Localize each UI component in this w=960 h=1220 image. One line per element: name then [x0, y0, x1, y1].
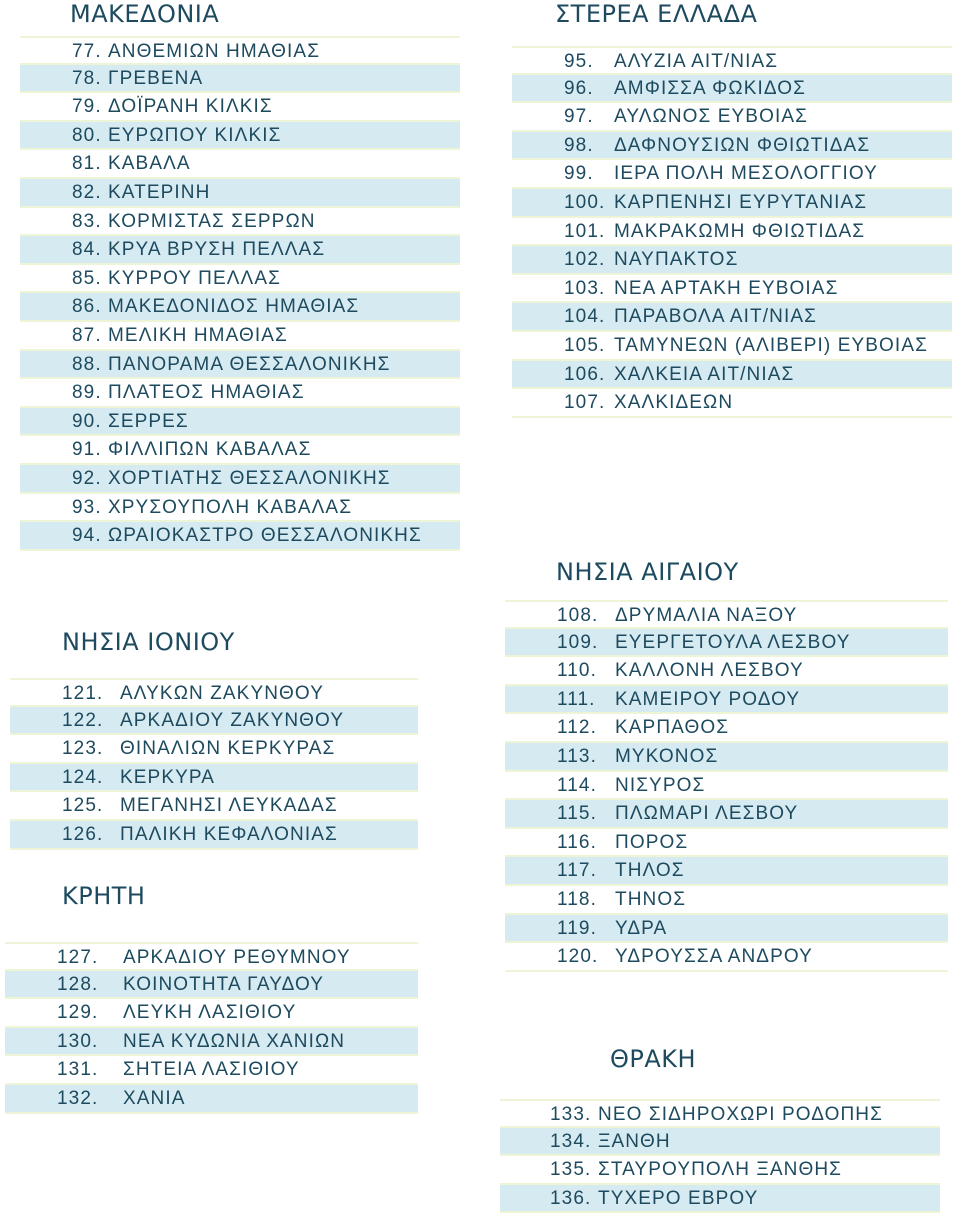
- item-name: ΞΑΝΘΗ: [598, 1130, 671, 1152]
- item-number: 80.: [72, 124, 102, 146]
- municipality-list: [500, 1099, 940, 1213]
- list-item: [512, 103, 952, 132]
- list-item: [20, 494, 460, 523]
- item-number: 95.: [564, 51, 594, 72]
- list-item: [20, 351, 460, 380]
- list-item: [5, 1056, 418, 1085]
- list-item: [5, 942, 418, 971]
- item-name: ΚΑΛΛΟΝΗ ΛΕΣΒΟΥ: [615, 660, 804, 682]
- section-title-makedonia: ΜΑΚΕΔΟΝΙΑ: [70, 0, 220, 28]
- item-number: 83.: [72, 210, 102, 232]
- item-number: 81.: [72, 153, 102, 175]
- item-name: ΠΛΩΜΑΡΙ ΛΕΣΒΟΥ: [615, 803, 799, 825]
- list-item: [512, 246, 952, 275]
- list-item: [20, 208, 460, 237]
- item-name: ΚΑΜΕΙΡΟΥ ΡΟΔΟΥ: [615, 688, 801, 710]
- list-item: [512, 46, 952, 75]
- item-number: 99.: [564, 163, 594, 185]
- item-name: ΑΡΚΑΔΙΟΥ ΡΕΘΥΜΝΟΥ: [123, 947, 351, 968]
- list-item: [500, 1185, 940, 1214]
- item-number: 97.: [564, 106, 594, 128]
- item-name: ΧΟΡΤΙΑΤΗΣ ΘΕΣΣΑΛΟΝΙΚΗΣ: [108, 467, 391, 489]
- item-name: ΠΑΛΙΚΗ ΚΕΦΑΛΟΝΙΑΣ: [120, 823, 338, 845]
- list-item: [512, 389, 952, 418]
- item-number: 109.: [557, 631, 599, 653]
- item-name: ΚΕΡΚΥΡΑ: [120, 766, 215, 788]
- list-item: [512, 303, 952, 332]
- item-name: ΚΑΡΠΕΝΗΣΙ ΕΥΡΥΤΑΝΙΑΣ: [614, 191, 868, 213]
- section-title-kriti: ΚΡΗΤΗ: [62, 882, 146, 910]
- item-name: ΑΛΥΖΙΑ ΑΙΤ/ΝΙΑΣ: [614, 51, 779, 72]
- item-name: ΠΛΑΤΕΟΣ ΗΜΑΘΙΑΣ: [108, 382, 305, 404]
- list-item: [505, 600, 948, 629]
- item-number: 100.: [564, 191, 606, 213]
- item-name: ΑΝΘΕΜΙΩΝ ΗΜΑΘΙΑΣ: [108, 41, 321, 62]
- item-number: 115.: [557, 803, 597, 825]
- item-number: 88.: [72, 353, 102, 375]
- list-item: [20, 465, 460, 494]
- list-item: [20, 93, 460, 122]
- item-name: ΣΕΡΡΕΣ: [108, 410, 189, 432]
- list-item: [20, 379, 460, 408]
- item-number: 105.: [564, 334, 606, 356]
- list-item: [20, 522, 460, 551]
- item-number: 111.: [557, 688, 596, 710]
- item-number: 84.: [72, 239, 102, 261]
- item-name: ΚΥΡΡΟΥ ΠΕΛΛΑΣ: [108, 267, 281, 289]
- item-number: 136.: [550, 1187, 592, 1209]
- item-name: ΔΟΪΡΑΝΗ ΚΙΛΚΙΣ: [108, 96, 273, 118]
- item-number: 120.: [557, 946, 599, 968]
- item-number: 132.: [57, 1087, 99, 1109]
- list-item: [512, 361, 952, 390]
- item-name: ΥΔΡΑ: [615, 917, 668, 939]
- item-number: 103.: [564, 277, 606, 299]
- item-name: ΧΡΥΣΟΥΠΟΛΗ ΚΑΒΑΛΑΣ: [108, 496, 353, 518]
- item-number: 108.: [557, 605, 599, 626]
- item-number: 87.: [72, 324, 102, 346]
- list-item: [505, 772, 948, 801]
- item-name: ΜΕΛΙΚΗ ΗΜΑΘΙΑΣ: [108, 324, 288, 346]
- list-item: [20, 236, 460, 265]
- list-item: [10, 764, 418, 793]
- item-number: 101.: [564, 220, 606, 242]
- item-name: ΝΑΥΠΑΚΤΟΣ: [614, 249, 739, 271]
- list-item: [505, 943, 948, 972]
- item-number: 131.: [57, 1059, 99, 1081]
- item-name: ΝΕΑ ΑΡΤΑΚΗ ΕΥΒΟΙΑΣ: [614, 277, 839, 299]
- item-number: 106.: [564, 363, 606, 385]
- list-item: [505, 629, 948, 658]
- item-name: ΝΕΑ ΚΥΔΩΝΙΑ ΧΑΝΙΩΝ: [123, 1030, 346, 1052]
- list-item: [5, 971, 418, 1000]
- item-name: ΥΔΡΟΥΣΣΑ ΑΝΔΡΟΥ: [615, 946, 813, 968]
- item-name: ΛΕΥΚΗ ΛΑΣΙΘΙΟΥ: [123, 1002, 297, 1024]
- item-name: ΠΟΡΟΣ: [615, 831, 689, 853]
- item-number: 96.: [564, 77, 594, 99]
- item-name: ΧΑΛΚΕΙΑ ΑΙΤ/ΝΙΑΣ: [614, 363, 795, 385]
- list-item: [505, 714, 948, 743]
- list-item: [10, 792, 418, 821]
- item-number: 123.: [62, 738, 104, 760]
- item-number: 113.: [557, 745, 597, 767]
- item-name: ΓΡΕΒΕΝΑ: [108, 67, 204, 89]
- list-item: [20, 179, 460, 208]
- list-item: [512, 189, 952, 218]
- item-number: 86.: [72, 296, 102, 318]
- item-number: 122.: [62, 709, 104, 731]
- item-name: ΦΙΛΛΙΠΩΝ ΚΑΒΑΛΑΣ: [108, 439, 312, 461]
- list-item: [505, 915, 948, 944]
- list-item: [512, 160, 952, 189]
- item-name: ΤΗΛΟΣ: [615, 860, 685, 882]
- item-name: ΚΡΥΑ ΒΡΥΣΗ ΠΕΛΛΑΣ: [108, 239, 326, 261]
- section-title-sterea-ellada: ΣΤΕΡΕΑ ΕΛΛΑΔΑ: [555, 0, 758, 28]
- item-name: ΤΗΝΟΣ: [615, 888, 687, 910]
- item-number: 125.: [62, 795, 104, 817]
- item-name: ΜΑΚΡΑΚΩΜΗ ΦΘΙΩΤΙΔΑΣ: [614, 220, 866, 242]
- item-number: 102.: [564, 249, 606, 271]
- item-number: 121.: [62, 683, 104, 704]
- item-number: 85.: [72, 267, 102, 289]
- list-item: [505, 657, 948, 686]
- list-item: [20, 150, 460, 179]
- item-number: 118.: [557, 888, 597, 910]
- item-name: ΜΕΓΑΝΗΣΙ ΛΕΥΚΑΔΑΣ: [120, 795, 338, 817]
- item-name: ΜΑΚΕΔΟΝΙΔΟΣ ΗΜΑΘΙΑΣ: [108, 296, 360, 318]
- municipality-list: [20, 36, 460, 551]
- list-item: [505, 743, 948, 772]
- list-item: [512, 75, 952, 104]
- item-number: 92.: [72, 467, 102, 489]
- section-title-thraki: ΘΡΑΚΗ: [610, 1045, 697, 1073]
- item-number: 93.: [72, 496, 102, 518]
- item-number: 79.: [72, 96, 102, 118]
- item-name: ΑΛΥΚΩΝ ΖΑΚΥΝΘΟΥ: [120, 683, 324, 704]
- list-item: [512, 275, 952, 304]
- list-item: [10, 707, 418, 736]
- item-number: 116.: [557, 831, 597, 853]
- item-name: ΕΥΕΡΓΕΤΟΥΛΑ ΛΕΣΒΟΥ: [615, 631, 851, 653]
- item-number: 107.: [564, 392, 606, 414]
- list-item: [20, 265, 460, 294]
- item-number: 110.: [557, 660, 597, 682]
- list-item: [20, 36, 460, 65]
- item-number: 89.: [72, 382, 102, 404]
- item-name: ΠΑΡΑΒΟΛΑ ΑΙΤ/ΝΙΑΣ: [614, 306, 817, 328]
- municipality-list: [512, 46, 952, 418]
- list-item: [5, 1028, 418, 1057]
- section-title-nisia-aigaiou: ΝΗΣΙΑ ΑΙΓΑΙΟΥ: [556, 558, 739, 586]
- list-item: [20, 293, 460, 322]
- item-name: ΘΙΝΑΛΙΩΝ ΚΕΡΚΥΡΑΣ: [120, 738, 336, 760]
- municipality-list: [505, 600, 948, 972]
- item-number: 134.: [550, 1130, 592, 1152]
- list-item: [505, 800, 948, 829]
- item-number: 133.: [550, 1104, 592, 1125]
- item-number: 128.: [57, 973, 99, 995]
- list-item: [20, 65, 460, 94]
- item-name: ΑΜΦΙΣΣΑ ΦΩΚΙΔΟΣ: [614, 77, 806, 99]
- item-name: ΚΑΒΑΛΑ: [108, 153, 191, 175]
- item-name: ΤΑΜΥΝΕΩΝ (ΑΛΙΒΕΡΙ) ΕΥΒΟΙΑΣ: [614, 334, 928, 356]
- item-name: ΔΑΦΝΟΥΣΙΩΝ ΦΘΙΩΤΙΔΑΣ: [614, 134, 871, 156]
- list-item: [5, 1085, 418, 1114]
- list-item: [500, 1099, 940, 1128]
- list-item: [20, 436, 460, 465]
- item-number: 77.: [72, 41, 102, 62]
- list-item: [20, 122, 460, 151]
- item-name: ΑΥΛΩΝΟΣ ΕΥΒΟΙΑΣ: [614, 106, 808, 128]
- item-number: 117.: [557, 860, 597, 882]
- item-name: ΔΡΥΜΑΛΙΑ ΝΑΞΟΥ: [615, 605, 798, 626]
- list-item: [20, 322, 460, 351]
- list-item: [512, 218, 952, 247]
- list-item: [505, 829, 948, 858]
- list-item: [505, 686, 948, 715]
- list-item: [505, 886, 948, 915]
- item-name: ΚΟΡΜΙΣΤΑΣ ΣΕΡΡΩΝ: [108, 210, 316, 232]
- item-name: ΚΑΡΠΑΘΟΣ: [615, 717, 730, 739]
- list-item: [5, 999, 418, 1028]
- item-number: 114.: [557, 774, 597, 796]
- item-number: 104.: [564, 306, 606, 328]
- list-item: [10, 678, 418, 707]
- item-name: ΤΥΧΕΡΟ ΕΒΡΟΥ: [598, 1187, 759, 1209]
- item-name: ΝΙΣΥΡΟΣ: [615, 774, 706, 796]
- municipality-list: [5, 942, 418, 1114]
- section-title-nisia-ioniou: ΝΗΣΙΑ ΙΟΝΙΟΥ: [62, 628, 235, 656]
- list-item: [500, 1128, 940, 1157]
- item-name: ΠΑΝΟΡΑΜΑ ΘΕΣΣΑΛΟΝΙΚΗΣ: [108, 353, 391, 375]
- item-name: ΑΡΚΑΔΙΟΥ ΖΑΚΥΝΘΟΥ: [120, 709, 345, 731]
- item-number: 124.: [62, 766, 104, 788]
- item-number: 126.: [62, 823, 104, 845]
- list-item: [10, 821, 418, 850]
- item-name: ΚΑΤΕΡΙΝΗ: [108, 181, 211, 203]
- item-number: 82.: [72, 181, 102, 203]
- item-name: ΣΗΤΕΙΑ ΛΑΣΙΘΙΟΥ: [123, 1059, 300, 1081]
- item-name: ΧΑΛΚΙΔΕΩΝ: [614, 392, 734, 414]
- municipality-list: [10, 678, 418, 850]
- item-number: 119.: [557, 917, 597, 939]
- item-number: 112.: [557, 717, 597, 739]
- item-name: ΕΥΡΩΠΟΥ ΚΙΛΚΙΣ: [108, 124, 282, 146]
- list-item: [10, 735, 418, 764]
- list-item: [512, 132, 952, 161]
- item-number: 130.: [57, 1030, 99, 1052]
- item-number: 94.: [72, 525, 102, 547]
- item-name: ΙΕΡΑ ΠΟΛΗ ΜΕΣΟΛΟΓΓΙΟΥ: [614, 163, 878, 185]
- list-item: [500, 1156, 940, 1185]
- item-name: ΝΕΟ ΣΙΔΗΡΟΧΩΡΙ ΡΟΔΟΠΗΣ: [598, 1104, 883, 1125]
- item-number: 129.: [57, 1002, 99, 1024]
- list-item: [505, 857, 948, 886]
- list-item: [512, 332, 952, 361]
- list-item: [20, 408, 460, 437]
- item-number: 98.: [564, 134, 594, 156]
- item-name: ΚΟΙΝΟΤΗΤΑ ΓΑΥΔΟΥ: [123, 973, 325, 995]
- item-number: 135.: [550, 1159, 592, 1181]
- item-number: 127.: [57, 947, 99, 968]
- item-number: 91.: [72, 439, 102, 461]
- item-name: ΣΤΑΥΡΟΥΠΟΛΗ ΞΑΝΘΗΣ: [598, 1159, 843, 1181]
- item-number: 90.: [72, 410, 102, 432]
- item-name: ΜΥΚΟΝΟΣ: [615, 745, 719, 767]
- item-name: ΧΑΝΙΑ: [123, 1087, 186, 1109]
- item-number: 78.: [72, 67, 102, 89]
- item-name: ΩΡΑΙΟΚΑΣΤΡΟ ΘΕΣΣΑΛΟΝΙΚΗΣ: [108, 525, 422, 547]
